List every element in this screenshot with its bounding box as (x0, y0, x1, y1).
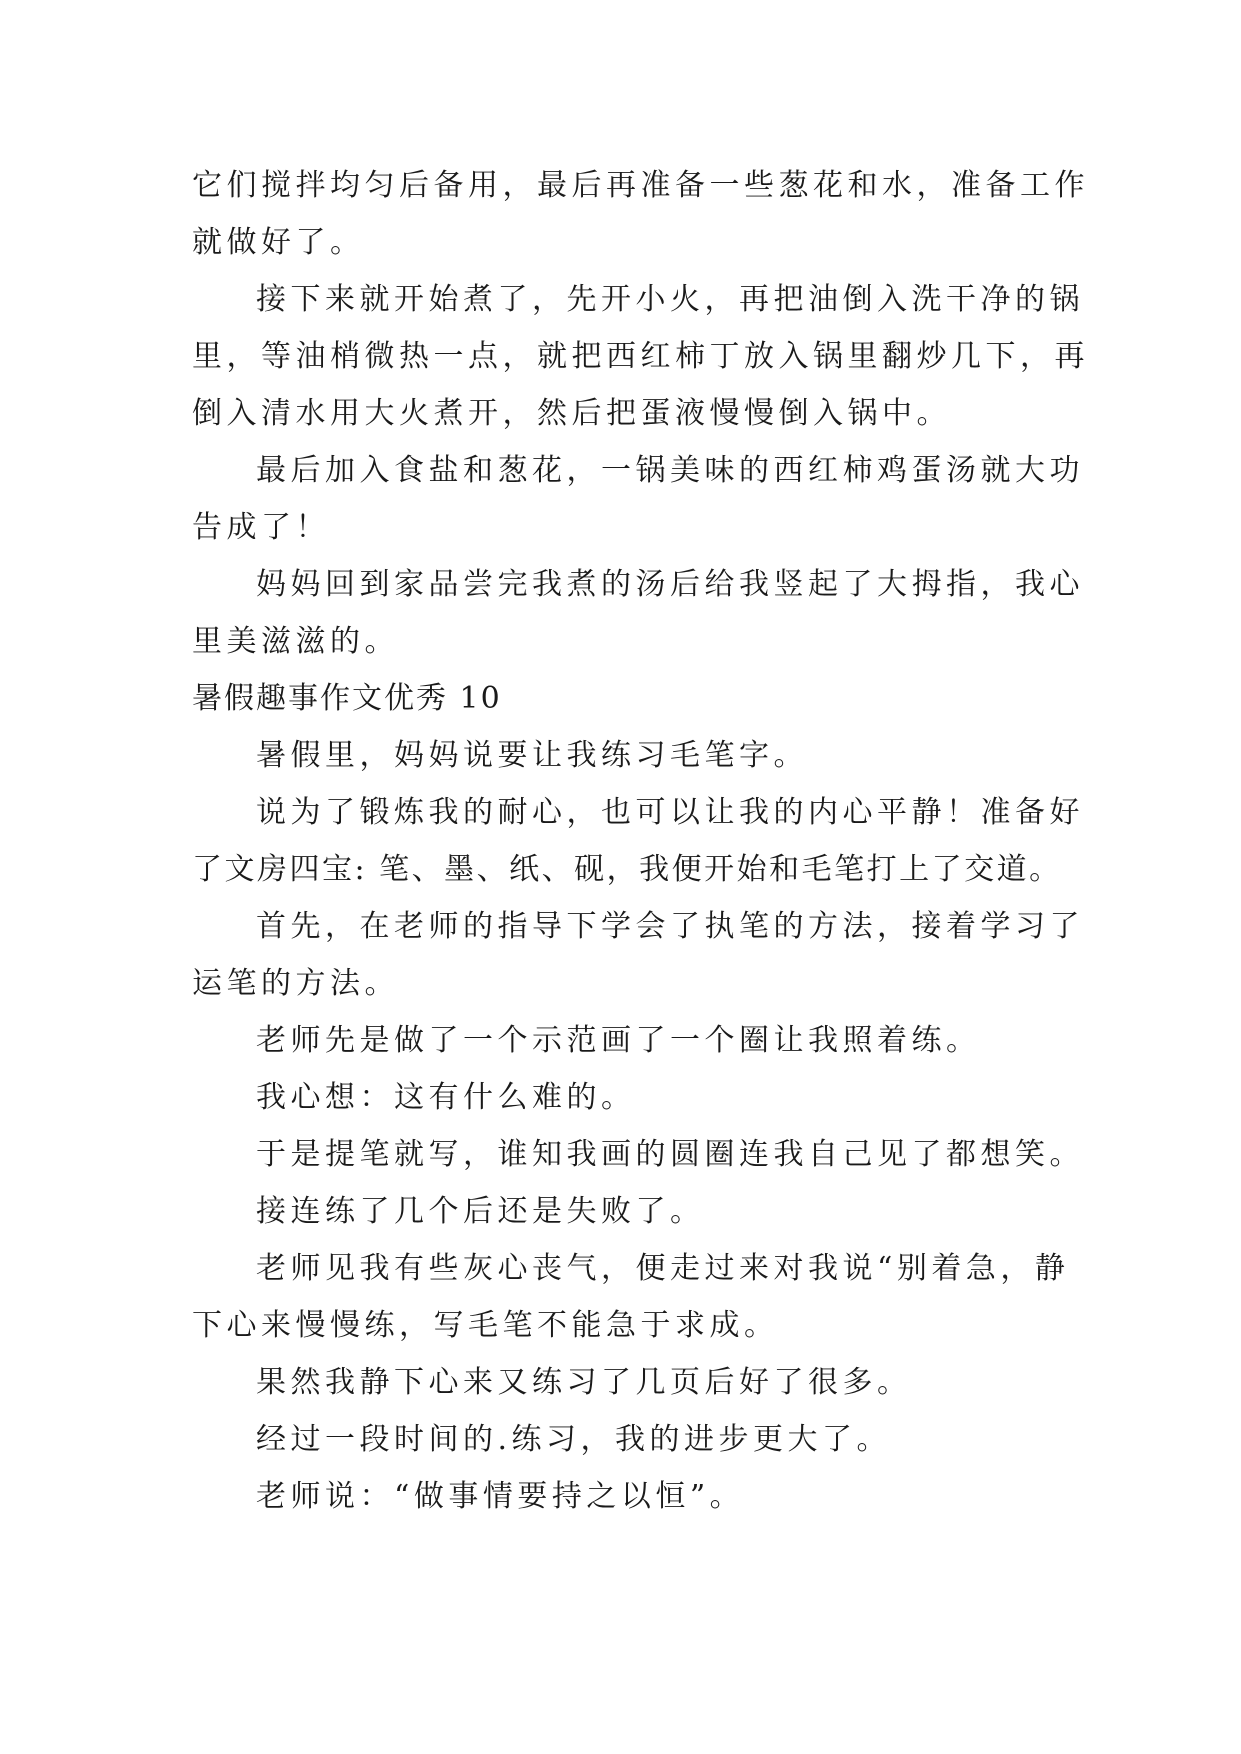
text-line: 倒入清水用大火煮开，然后把蛋液慢慢倒入锅中。 (192, 396, 951, 431)
text-line: 运笔的方法。 (192, 966, 399, 1001)
text-line: 接连练了几个后还是失败了。 (256, 1194, 705, 1229)
section-heading: 暑假趣事作文优秀 10 (192, 681, 502, 716)
text-line: 暑假里，妈妈说要让我练习毛笔字。 (256, 738, 808, 773)
text-line: 它们搅拌均匀后备用，最后再准备一些葱花和水，准备工作 (192, 168, 1089, 203)
text-line: 妈妈回到家品尝完我煮的汤后给我竖起了大拇指，我心 (256, 567, 1084, 602)
text-line: 最后加入食盐和葱花，一锅美味的西红柿鸡蛋汤就大功 (256, 453, 1084, 488)
text-line: 告成了！ (192, 510, 330, 545)
text-line: 里，等油梢微热一点，就把西红柿丁放入锅里翻炒几下，再 (192, 339, 1089, 374)
text-line: 于是提笔就写，谁知我画的圆圈连我自己见了都想笑。 (256, 1137, 1084, 1172)
text-line: 接下来就开始煮了，先开小火，再把油倒入洗干净的锅 (256, 282, 1084, 317)
text-line: 下心来慢慢练，写毛笔不能急于求成。 (192, 1308, 779, 1343)
text-line: 了文房四宝: 笔、墨、纸、砚，我便开始和毛笔打上了交道。 (192, 852, 1062, 887)
text-line: 老师先是做了一个示范画了一个圈让我照着练。 (256, 1023, 981, 1058)
text-line: 我心想：这有什么难的。 (256, 1080, 636, 1115)
text-line: 就做好了。 (192, 225, 365, 260)
text-line: 老师见我有些灰心丧气，便走过来对我说“别着急，静 (256, 1251, 1070, 1286)
text-line: 老师说：“做事情要持之以恒”。 (256, 1479, 745, 1514)
text-line: 果然我静下心来又练习了几页后好了很多。 (256, 1365, 912, 1400)
text-line: 说为了锻炼我的耐心，也可以让我的内心平静！准备好 (256, 795, 1084, 830)
text-line: 里美滋滋的。 (192, 624, 399, 659)
text-line: 经过一段时间的.练习，我的进步更大了。 (256, 1422, 892, 1457)
text-line: 首先，在老师的指导下学会了执笔的方法，接着学习了 (256, 909, 1084, 944)
